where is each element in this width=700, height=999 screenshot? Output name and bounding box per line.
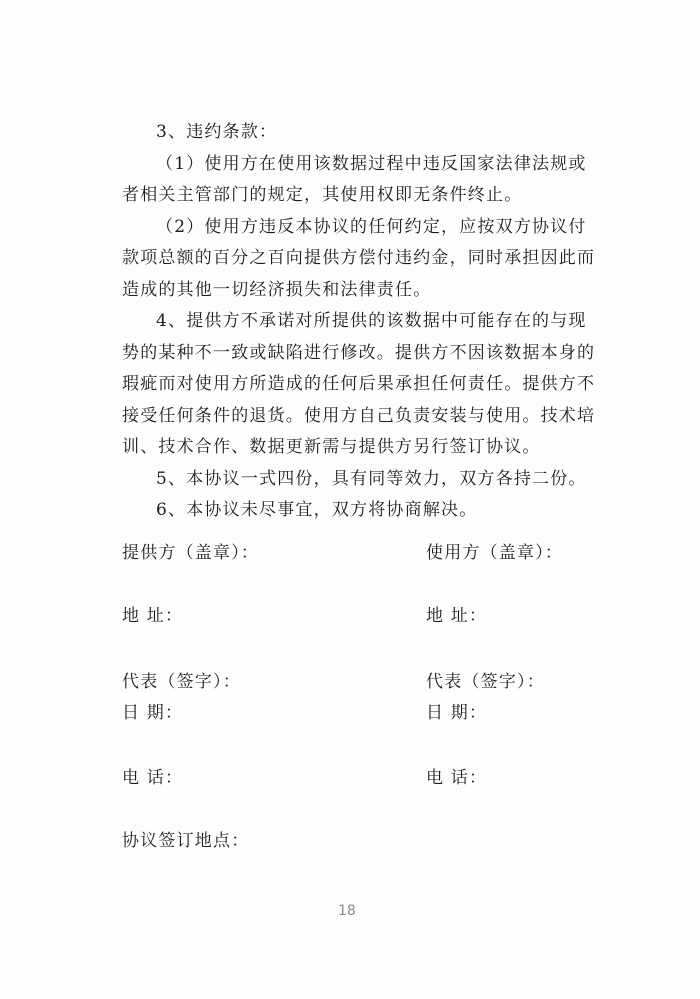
clause-6: 6、本协议未尽事宜，双方将协商解决。	[156, 500, 478, 520]
provider-seal-label: 提供方（盖章）：	[122, 543, 260, 563]
clause-4-line-5: 训、技术合作、数据更新需与提供方另行签订协议。	[122, 437, 541, 457]
clause-4-line-3: 瑕疵而对使用方所造成的任何后果承担任何责任。提供方不	[122, 374, 596, 394]
user-date-label: 日 期：	[426, 703, 488, 723]
user-representative-label: 代表（签字）：	[426, 672, 545, 692]
clause-3-2-line-1: （2）使用方违反本协议的任何约定，应按双方协议付	[156, 216, 587, 237]
clause-3-2-line-2: 款项总额的百分之百向提供方偿付违约金，同时承担因此而	[122, 248, 596, 268]
clause-5: 5、本协议一式四份，具有同等效力，双方各持二份。	[156, 468, 587, 489]
user-seal-label: 使用方（盖章）：	[426, 543, 564, 563]
clause-3-2-line-3: 造成的其他一切经济损失和法律责任。	[122, 279, 432, 300]
user-address-label: 地 址：	[426, 606, 488, 626]
signing-location-label: 协议签订地点：	[122, 831, 250, 851]
page-number: 18	[338, 903, 356, 919]
clause-3-heading: 3、违约条款：	[156, 122, 278, 142]
clause-3-1-line-1: （1）使用方在使用该数据过程中违反国家法律法规或	[156, 153, 587, 174]
clause-4-line-2: 势的某种不一致或缺陷进行修改。提供方不因该数据本身的	[122, 342, 596, 363]
user-phone-label: 电 话：	[426, 768, 488, 788]
provider-address-label: 地 址：	[122, 606, 184, 626]
clause-4-line-4: 接受任何条件的退货。使用方自己负责安装与使用。技术培	[122, 405, 596, 426]
provider-representative-label: 代表（签字）：	[122, 672, 241, 692]
contract-body	[122, 117, 596, 527]
clause-4-line-1: 4、提供方不承诺对所提供的该数据中可能存在的与现	[156, 311, 587, 331]
provider-phone-label: 电 话：	[122, 768, 184, 788]
clause-3-1-line-2: 者相关主管部门的规定，其使用权即无条件终止。	[122, 185, 523, 205]
provider-date-label: 日 期：	[122, 703, 184, 723]
